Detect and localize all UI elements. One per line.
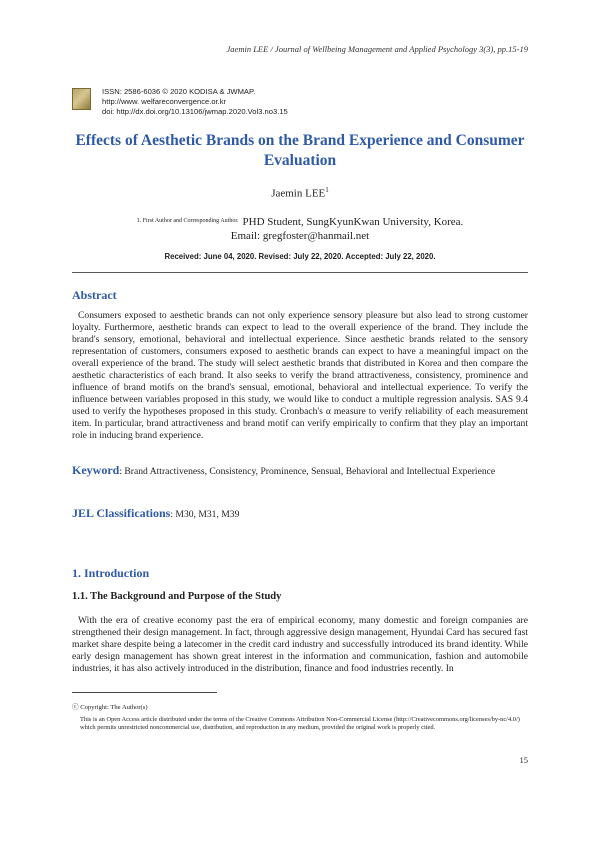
affiliation-email: Email: gregfoster@hanmail.net: [230, 230, 370, 242]
journal-logo: [72, 88, 91, 110]
intro-heading: 1. Introduction: [72, 566, 150, 580]
jel-label: JEL Classifications: [72, 506, 171, 520]
page-number: 15: [519, 755, 528, 765]
author-line: [0, 186, 600, 200]
received-dates: Received: June 04, 2020. Revised: July 22, 2020. Accepted: July 22, 2020.: [164, 252, 436, 261]
abstract-heading: Abstract: [72, 288, 117, 302]
affiliation-footnote: 1. First Author and Corresponding Author.: [136, 218, 239, 224]
running-head: Jaemin LEE / Journal of Wellbeing Management and Applied Psychology 3(3), pp.15-19: [226, 44, 528, 54]
url-line[interactable]: http://www. welfareconvergence.or.kr: [102, 97, 227, 106]
abstract-body: Consumers exposed to aesthetic brands can not only experience sensory pleasure but also lead to strong customer loyalty. Furthermore, aesthetic brands can expect to lead to the overall experience of the brand. They include the brand's sensory, emotional, behavioral and intellectual experience. Since aesthetic brands related to the sensory representation of customers, consumers exposed to aesthetic brands can expect to have a meaningful impact on the overall experience of the brand. The study will select aesthetic brands that distributed in Korea and then compare the aesthetic characteristics of each brand. It also seeks to verify the brand attractiveness, consistency, prominence and influence of brand motifs on the brand's sensual, emotional, behavioral and intellectual experience. To verify the influence between variables proposed in this study, we would like to conduct a multiple regression analysis. SAS 9.4 used to verify the hypotheses proposed in this study. Cronbach's α measure to verify reliability of each measurement item. In particular, brand attractiveness and brand motif can verify empirically to confirm that they play an important role in inducing brand experience.: [72, 310, 528, 441]
keyword-label: Keyword: [72, 463, 120, 477]
jel-text: : M30, M31, M39: [170, 509, 240, 520]
publication-meta: [102, 87, 288, 117]
intro-subheading: 1.1. The Background and Purpose of the Study: [72, 591, 282, 602]
keyword-text: : Brand Attractiveness, Consistency, Prominence, Sensual, Behavioral and Intellectual Experience: [119, 466, 496, 477]
footnote-divider: [72, 692, 217, 693]
header-divider: [72, 272, 528, 273]
affiliation-line1: PHD Student, SungKyunKwan University, Korea.: [242, 216, 464, 228]
keyword-line: [72, 463, 495, 478]
article-title: Effects of Aesthetic Brands on the Brand Experience and Consumer Evaluation: [75, 132, 525, 169]
affiliation: [0, 214, 600, 243]
author-name: Jaemin LEE: [271, 187, 326, 200]
jel-line: [72, 506, 239, 521]
author-sup: 1: [325, 186, 329, 194]
intro-body: With the era of creative economy past the era of empirical economy, many domestic and foreign companies are strengthened their design management. In fact, through aggressive design management, Hyundai Card has secured fast market share despite being a latecomer in the credit card industry and successfully introduced its brand identity. While early design management has shown great interest in the information and communication, fashion and automobile industries, it has also actively introduced in the distribution, finance and food industries recently. In: [72, 615, 528, 674]
issn-line: ISSN: 2586-6036 © 2020 KODISA & JWMAP.: [102, 87, 256, 96]
copyright-note: ⓒ Copyright: The Author(s): [72, 704, 148, 711]
license-note: This is an Open Access article distributed under the terms of the Creative Commons Attribution Non-Commercial License (http://Creativecommons.org/licenses/by-nc/4.0/) which permits unrestricted noncommercial use, distribution, and reproduction in any medium, provided the original work is properly cited.: [80, 716, 520, 732]
doi-line[interactable]: doi: http://dx.doi.org/10.13106/jwmap.2020.Vol3.no3.15: [102, 107, 288, 116]
